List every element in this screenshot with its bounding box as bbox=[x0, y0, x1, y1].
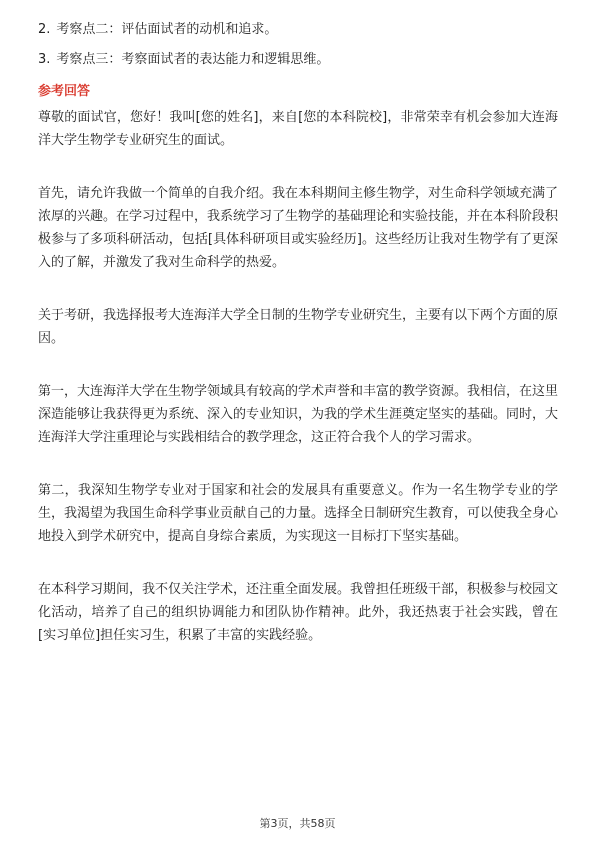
exam-point-text: 考察点二：评估面试者的动机和追求。 bbox=[56, 22, 278, 37]
paragraph-self-intro: 首先，请允许我做一个简单的自我介绍。我在本科期间主修生物学，对生命科学领域充满了浓厚的兴趣。在学习过程中，我系统学习了生物学的基础理论和实验技能，并在本科阶段积极参与了多项科研活动，包括[具体科研项目或实验经历]。这些经历让我对生物学有了更深入的了解，并激发了我对生命科学的热爱。 bbox=[38, 186, 559, 270]
paragraph-activities: 在本科学习期间，我不仅关注学术，还注重全面发展。我曾担任班级干部，积极参与校园文化活动，培养了自己的组织协调能力和团队协作精神。此外，我还热衷于社会实践，曾在[实习单位]担任实习生，积累了丰富的实践经验。 bbox=[38, 582, 559, 643]
page-number-footer: 第3页，共58页 bbox=[259, 817, 336, 830]
exam-point-2 bbox=[38, 20, 558, 40]
answer-heading: 参考回答 bbox=[38, 84, 91, 99]
exam-point-number: 2. bbox=[38, 22, 51, 37]
paragraph-reason-1: 第一，大连海洋大学在生物学领域具有较高的学术声誉和丰富的教学资源。我相信，在这里深造能够让我获得更为系统、深入的专业知识，为我的学术生涯奠定坚实的基础。同时，大连海洋大学注重理论与实践相结合的教学理念，这正符合我个人的学习需求。 bbox=[38, 384, 559, 445]
exam-point-number: 3. bbox=[38, 52, 51, 67]
paragraph-greeting: 尊敬的面试官，您好！我叫[您的姓名]，来自[您的本科院校]，非常荣幸有机会参加大连海洋大学生物学专业研究生的面试。 bbox=[38, 110, 558, 148]
exam-point-3 bbox=[38, 50, 558, 70]
document-body bbox=[38, 20, 558, 677]
paragraph-reason-2: 第二，我深知生物学专业对于国家和社会的发展具有重要意义。作为一名生物学专业的学生，我渴望为我国生命科学事业贡献自己的力量。选择全日制研究生教育，可以使我全身心地投入到学术研究中，提高自身综合素质，为实现这一目标打下坚实基础。 bbox=[38, 483, 559, 544]
paragraph-reasons: 关于考研，我选择报考大连海洋大学全日制的生物学专业研究生，主要有以下两个方面的原因。 bbox=[38, 308, 559, 346]
exam-point-text: 考察点三：考察面试者的表达能力和逻辑思维。 bbox=[56, 52, 330, 67]
